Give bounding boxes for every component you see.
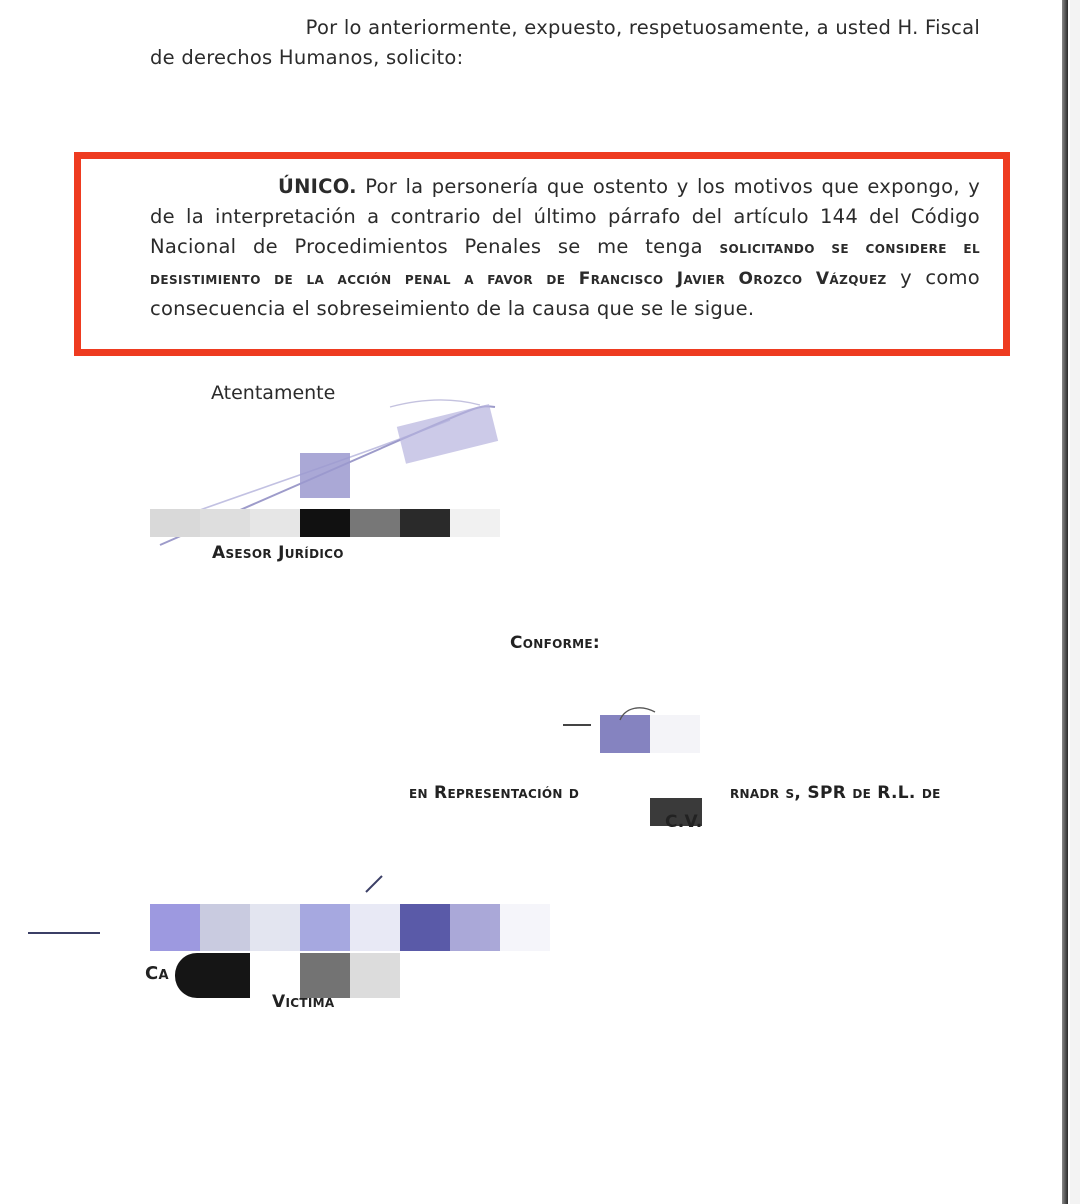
redaction-block: [400, 509, 450, 537]
signature-dash: [563, 724, 591, 726]
redaction-block: [350, 953, 400, 998]
conforme-label: Conforme:: [510, 633, 600, 653]
redaction-block: [450, 904, 500, 951]
representation-left: en Representación d: [409, 783, 580, 803]
redaction-block: [200, 509, 250, 537]
redaction-block: [200, 904, 250, 951]
redaction-block: [300, 509, 350, 537]
representative-signature: [600, 700, 660, 725]
advisor-title: Asesor Jurídico: [212, 543, 344, 563]
page-edge-shadow: [1062, 0, 1068, 1204]
closing-text: Atentamente: [211, 382, 336, 404]
redaction-block: [350, 904, 400, 951]
petition-paragraph: [150, 172, 980, 324]
intro-paragraph: [150, 13, 980, 73]
victim-signature-mark: [360, 872, 390, 897]
representation-line2: C.V.: [665, 812, 703, 832]
redaction-block: [250, 509, 300, 537]
page-margin: [1070, 0, 1080, 1204]
petition-text-2: y como consecuencia el sobreseimiento de la causa que se le sigue.: [150, 266, 980, 320]
redaction-block: [300, 904, 350, 951]
redaction-block: [500, 904, 550, 951]
redaction-block: [150, 509, 200, 537]
redaction-block: [250, 904, 300, 951]
petition-heading: ÚNICO.: [278, 175, 357, 198]
intro-line-2: de derechos Humanos, solicito:: [150, 46, 464, 69]
redaction-block: [150, 904, 200, 951]
redaction-block: [175, 953, 250, 998]
petition-text-1: Por la personería que ostento y los motivos que expongo, y de la interpretación a contrario del último párrafo del artículo 144 del Código Nacional de Procedimientos Penales se me tenga: [150, 175, 981, 258]
redaction-block: [350, 509, 400, 537]
redaction-block: [450, 509, 500, 537]
victim-name-prefix: Ca: [145, 963, 169, 984]
victim-label: Victima: [272, 992, 335, 1012]
redaction-block: [596, 780, 648, 806]
intro-line-1: Por lo anteriormente, expuesto, respetuosamente, a usted H. Fiscal: [305, 16, 980, 39]
representation-right: rnadr s, SPR de R.L. de: [730, 783, 941, 803]
signature-line: [28, 932, 100, 934]
redaction-block: [400, 904, 450, 951]
petition-emphasis: solicitando se considere el desistimiento de la acción penal a favor de Francisco Javier Orozco Vázquez: [150, 238, 981, 289]
